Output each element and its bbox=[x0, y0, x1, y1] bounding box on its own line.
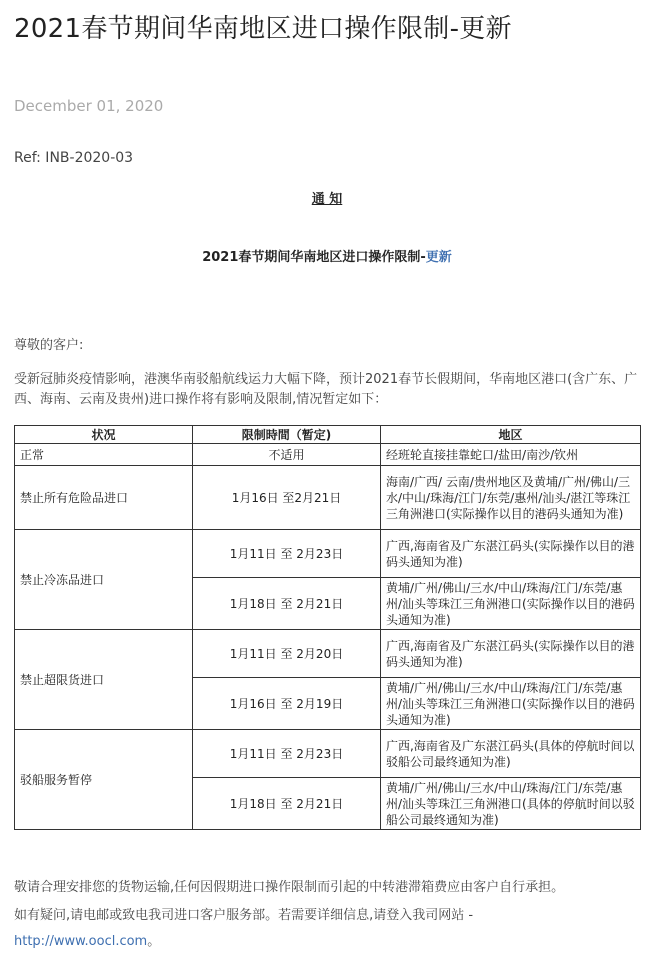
status-cell: 正常 bbox=[15, 444, 193, 466]
region-cell: 黄埔/广州/佛山/三水/中山/珠海/江门/东莞/惠州/汕头等珠江三角洲港口(实际操作以目的港码头通知为准) bbox=[381, 678, 641, 730]
salutation: 尊敬的客户: bbox=[14, 338, 84, 353]
period-cell: 1月11日 至 2月23日 bbox=[193, 530, 381, 578]
period-cell: 1月11日 至 2月20日 bbox=[193, 630, 381, 678]
header-period: 限制時間（暂定) bbox=[193, 426, 381, 444]
footer-period: 。 bbox=[147, 934, 161, 949]
table-row bbox=[15, 530, 641, 578]
period-cell: 1月11日 至 2月23日 bbox=[193, 730, 381, 778]
publish-date: December 01, 2020 bbox=[14, 97, 164, 115]
subtitle-update-link[interactable]: 更新 bbox=[425, 250, 452, 265]
region-cell: 广西,海南省及广东湛江码头(实际操作以目的港码头通知为准) bbox=[381, 630, 641, 678]
status-cell: 禁止所有危险品进口 bbox=[15, 466, 193, 530]
table-row bbox=[15, 466, 641, 530]
region-cell: 广西,海南省及广东湛江码头(实际操作以目的港码头通知为准) bbox=[381, 530, 641, 578]
period-cell: 1月16日 至2月21日 bbox=[193, 466, 381, 530]
reference-number: Ref: INB-2020-03 bbox=[14, 150, 134, 166]
notice-heading: 通 知 bbox=[311, 192, 343, 207]
status-cell: 禁止冷冻品进口 bbox=[15, 530, 193, 630]
intro-paragraph: 受新冠肺炎疫情影响，港澳华南驳船航线运力大幅下降，预计2021春节长假期间，华南地区港口(含广东、广西、海南、云南及贵州)进口操作将有影响及限制,情况暂定如下： bbox=[14, 372, 638, 407]
region-cell: 海南/广西/ 云南/贵州地区及黄埔/广州/佛山/三水/中山/珠海/江门/东莞/惠州/汕头/湛江等珠江三角洲港口(实际操作以目的港码头通知为准) bbox=[381, 466, 641, 530]
table-row bbox=[15, 630, 641, 678]
region-cell: 黄埔/广州/佛山/三水/中山/珠海/江门/东莞/惠州/汕头等珠江三角洲港口(实际操作以目的港码头通知为准) bbox=[381, 578, 641, 630]
footer-note: 敬请合理安排您的货物运输,任何因假期进口操作限制而引起的中转港滞箱费应由客户自行承担。 bbox=[14, 880, 565, 895]
period-cell: 1月18日 至 2月21日 bbox=[193, 778, 381, 830]
region-cell: 黄埔/广州/佛山/三水/中山/珠海/江门/东莞/惠州/汕头等珠江三角洲港口(具体的停航时间以驳船公司最终通知为准) bbox=[381, 778, 641, 830]
period-cell: 1月16日 至 2月19日 bbox=[193, 678, 381, 730]
table-row bbox=[15, 444, 641, 466]
status-cell: 驳船服务暂停 bbox=[15, 730, 193, 830]
table-row bbox=[15, 730, 641, 778]
region-cell: 广西,海南省及广东湛江码头(具体的停航时间以驳船公司最终通知为准) bbox=[381, 730, 641, 778]
page-title: 2021春节期间华南地区进口操作限制-更新 bbox=[14, 14, 512, 44]
notice-subtitle bbox=[0, 246, 654, 265]
table-header-row bbox=[15, 426, 641, 444]
header-region: 地区 bbox=[381, 426, 641, 444]
subtitle-main: 2021春节期间华南地区进口操作限制- bbox=[202, 250, 426, 265]
period-cell: 不适用 bbox=[193, 444, 381, 466]
header-status: 状况 bbox=[15, 426, 193, 444]
footer-website bbox=[14, 930, 160, 949]
restrictions-table bbox=[14, 425, 641, 830]
region-cell: 经班轮直接挂靠蛇口/盐田/南沙/钦州 bbox=[381, 444, 641, 466]
website-link[interactable]: http://www.oocl.com bbox=[14, 934, 148, 949]
status-cell: 禁止超限货进口 bbox=[15, 630, 193, 730]
footer-contact: 如有疑问,请电邮或致电我司进口客户服务部。若需要详细信息,请登入我司网站 - bbox=[14, 908, 474, 923]
period-cell: 1月18日 至 2月21日 bbox=[193, 578, 381, 630]
